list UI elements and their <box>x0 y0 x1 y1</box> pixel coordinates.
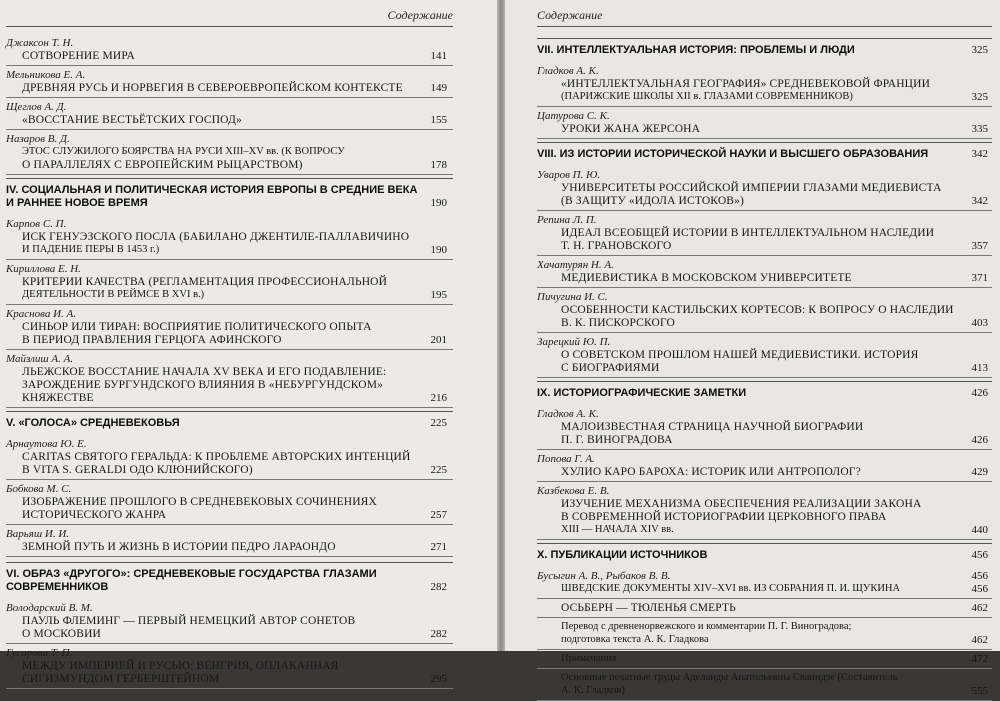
entry-page-number: 216 <box>430 392 447 404</box>
entry-authors: Володарский В. М. <box>6 602 93 614</box>
section-heading: И РАННЕЕ НОВОЕ ВРЕМЯ <box>6 197 148 209</box>
entry-page-number: 155 <box>430 114 447 126</box>
entry-divider <box>6 259 453 260</box>
entry-divider <box>6 479 453 480</box>
entry-page-number: 295 <box>430 673 447 685</box>
entry-page-number: 426 <box>971 434 988 446</box>
entry-page-number: 149 <box>430 82 447 94</box>
section-heading: VII. ИНТЕЛЛЕКТУАЛЬНАЯ ИСТОРИЯ: ПРОБЛЕМЫ И ЛЮДИ <box>537 44 855 56</box>
entry-divider <box>6 65 453 66</box>
section-divider <box>6 411 453 412</box>
entry-authors: Бусыгин А. В., Рыбаков В. В. <box>537 570 671 582</box>
entry-page-number: 462 <box>971 602 988 614</box>
section-page-number: 225 <box>430 417 447 429</box>
entry-authors: Арнаутова Ю. Е. <box>6 438 87 450</box>
section-heading: СОВРЕМЕННИКОВ <box>6 581 109 593</box>
entry-divider <box>537 332 992 333</box>
entry-title-line: Перевод с древненорвежского и комментарии П. Г. Виноградова; <box>561 621 852 632</box>
entry-divider <box>6 556 453 557</box>
entry-authors: Пичугина И. С. <box>537 291 608 303</box>
entry-title-line: В. К. ПИСКОРСКОГО <box>561 317 675 329</box>
entry-divider <box>537 539 992 540</box>
entry-authors: Репина Л. П. <box>537 214 597 226</box>
entry-page-number: 325 <box>971 91 988 103</box>
entry-page-number: 201 <box>430 334 447 346</box>
section-divider <box>537 38 992 39</box>
section-heading: VI. ОБРАЗ «ДРУГОГО»: СРЕДНЕВЕКОВЫЕ ГОСУДАРСТВА ГЛАЗАМИ <box>6 568 377 580</box>
entry-divider <box>6 97 453 98</box>
entry-authors: Уваров П. Ю. <box>537 169 601 181</box>
entry-title-line: ДЕЯТЕЛЬНОСТИ В РЕЙМСЕ В XVI в.) <box>22 289 205 300</box>
section-divider <box>537 142 992 143</box>
entry-divider <box>6 129 453 130</box>
section-divider <box>537 381 992 382</box>
entry-divider <box>537 210 992 211</box>
entry-authors: Назаров В. Д. <box>6 133 70 145</box>
entry-divider <box>537 617 992 618</box>
section-page-number: 190 <box>430 197 447 209</box>
section-heading: IV. СОЦИАЛЬНАЯ И ПОЛИТИЧЕСКАЯ ИСТОРИЯ ЕВРОПЫ В СРЕДНИЕ ВЕКА <box>6 184 418 196</box>
entry-title-line: О СОВЕТСКОМ ПРОШЛОМ НАШЕЙ МЕДИЕВИСТИКИ. ИСТОРИЯ <box>561 349 919 361</box>
entry-divider <box>537 449 992 450</box>
entry-title-line: ЗЕМНОЙ ПУТЬ И ЖИЗНЬ В ИСТОРИИ ПЕДРО ЛАРАОНДО <box>22 541 336 553</box>
entry-title-line: «ИНТЕЛЛЕКТУАЛЬНАЯ ГЕОГРАФИЯ» СРЕДНЕВЕКОВОЙ ФРАНЦИИ <box>561 78 931 90</box>
entry-title-line: ШВЕДСКИЕ ДОКУМЕНТЫ XIV–XVI вв. ИЗ СОБРАНИЯ П. И. ЩУКИНА <box>561 583 901 594</box>
entry-title-line: «ВОССТАНИЕ ВЕСТЬЁТСКИХ ГОСПОД» <box>22 114 242 126</box>
section-page-number: 342 <box>971 148 988 160</box>
section-heading: X. ПУБЛИКАЦИИ ИСТОЧНИКОВ <box>537 549 708 561</box>
book-gutter <box>497 0 505 651</box>
entry-page-number: 472 <box>971 653 988 665</box>
section-page-number: 456 <box>971 549 988 561</box>
entry-title-line: ОСОБЕННОСТИ КАСТИЛЬСКИХ КОРТЕСОВ: К ВОПРОСУ О НАСЛЕДИИ <box>561 304 954 316</box>
entry-authors: Бобкова М. С. <box>6 483 72 495</box>
entry-title-line: В VITA S. GERALDI ОДО КЛЮНИЙСКОГО) <box>22 464 253 476</box>
entry-author-page: 456 <box>971 570 988 582</box>
entry-title-line: ИСТОРИЧЕСКОГО ЖАНРА <box>22 509 167 521</box>
entry-title-line: КНЯЖЕСТВЕ <box>22 392 94 404</box>
entry-title-line: О МОСКОВИИ <box>22 628 101 640</box>
entry-title-line: СОТВОРЕНИЕ МИРА <box>22 50 135 62</box>
section-divider <box>6 178 453 179</box>
entry-divider <box>6 174 453 175</box>
entry-authors: Гладков А. К. <box>537 408 599 420</box>
entry-page-number: 440 <box>971 524 988 536</box>
entry-divider <box>6 643 453 644</box>
entry-title-line: ДРЕВНЯЯ РУСЬ И НОРВЕГИЯ В СЕВЕРОЕВРОПЕЙСКОМ КОНТЕКСТЕ <box>22 82 403 94</box>
entry-page-number: 357 <box>971 240 988 252</box>
entry-page-number: 456 <box>971 583 988 595</box>
entry-title-line: О ПАРАЛЛЕЛЯХ С ЕВРОПЕЙСКИМ РЫЦАРСТВОМ) <box>22 159 303 171</box>
entry-page-number: 141 <box>430 50 447 62</box>
entry-page-number: 403 <box>971 317 988 329</box>
entry-title-line: МЕЖДУ ИМПЕРИЕЙ И РУСЬЮ: ВЕНГРИЯ, ОПЛАКАННАЯ <box>22 660 339 672</box>
entry-authors: Гладков А. К. <box>537 65 599 77</box>
entry-page-number: 335 <box>971 123 988 135</box>
entry-authors: Карпов С. П. <box>6 218 67 230</box>
left-page <box>0 0 497 685</box>
entry-title-line: УНИВЕРСИТЕТЫ РОССИЙСКОЙ ИМПЕРИИ ГЛАЗАМИ МЕДИЕВИСТА <box>561 182 942 194</box>
entry-authors: Гусарова Т. П. <box>6 647 73 659</box>
section-page-number: 282 <box>430 581 447 593</box>
entry-page-number: 195 <box>430 289 447 301</box>
entry-title-line: МАЛОИЗВЕСТНАЯ СТРАНИЦА НАУЧНОЙ БИОГРАФИИ <box>561 421 864 433</box>
entry-page-number: 555 <box>971 685 988 697</box>
entry-divider <box>537 481 992 482</box>
section-page-number: 426 <box>971 387 988 399</box>
section-heading: VIII. ИЗ ИСТОРИИ ИСТОРИЧЕСКОЙ НАУКИ И ВЫСШЕГО ОБРАЗОВАНИЯ <box>537 148 929 160</box>
entry-divider <box>6 304 453 305</box>
entry-page-number: 257 <box>430 509 447 521</box>
running-head-right: Содержание <box>537 8 603 22</box>
entry-authors: Мельникова Е. А. <box>6 69 86 81</box>
entry-title-line: МЕДИЕВИСТИКА В МОСКОВСКОМ УНИВЕРСИТЕТЕ <box>561 272 852 284</box>
entry-authors: Кириллова Е. Н. <box>6 263 81 275</box>
entry-divider <box>537 668 992 669</box>
entry-title-line: УРОКИ ЖАНА ЖЕРСОНА <box>561 123 701 135</box>
entry-title-line: С БИОГРАФИЯМИ <box>561 362 660 374</box>
header-rule-right <box>537 26 992 27</box>
entry-title-line: ПАУЛЬ ФЛЕМИНГ — ПЕРВЫЙ НЕМЕЦКИЙ АВТОР СОНЕТОВ <box>22 615 356 627</box>
entry-authors: Варьяш И. И. <box>6 528 70 540</box>
entry-divider <box>6 524 453 525</box>
entry-authors: Попова Г. А. <box>537 453 595 465</box>
entry-authors: Майзлиш А. А. <box>6 353 74 365</box>
entry-title-line: Основные печатные труды Аделаиды Анатольевны Сванидзе (Составитель <box>561 672 898 683</box>
entry-page-number: 342 <box>971 195 988 207</box>
entry-divider <box>537 649 992 650</box>
entry-page-number: 282 <box>430 628 447 640</box>
entry-title-line: подготовка текста А. К. Гладкова <box>561 634 709 645</box>
entry-divider <box>537 138 992 139</box>
entry-title-line: ИСК ГЕНУЭЗСКОГО ПОСЛА (БАБИЛАНО ДЖЕНТИЛЕ-ПАЛЛАВИЧИНО <box>22 231 410 243</box>
entry-authors: Зарецкий Ю. П. <box>537 336 611 348</box>
entry-title-line: XIII — НАЧАЛА XIV вв. <box>561 524 674 535</box>
entry-title-line: СИГИЗМУНДОМ ГЕРБЕРШТЕЙНОМ <box>22 673 220 685</box>
entry-title-line: СИНЬОР ИЛИ ТИРАН: ВОСПРИЯТИЕ ПОЛИТИЧЕСКОГО ОПЫТА <box>22 321 372 333</box>
entry-title-line: В СОВРЕМЕННОЙ ИСТОРИОГРАФИИ ЦЕРКОВНОГО ПРАВА <box>561 511 887 523</box>
entry-divider <box>537 287 992 288</box>
entry-title-line: ХУЛИО КАРО БАРОХА: ИСТОРИК ИЛИ АНТРОПОЛОГ? <box>561 466 861 478</box>
entry-title-line: И ПАДЕНИЕ ПЕРЫ В 1453 г.) <box>22 244 160 255</box>
entry-page-number: 429 <box>971 466 988 478</box>
entry-page-number: 462 <box>971 634 988 646</box>
entry-divider <box>537 106 992 107</box>
entry-page-number: 371 <box>971 272 988 284</box>
running-head-left: Содержание <box>387 8 453 22</box>
section-page-number: 325 <box>971 44 988 56</box>
entry-divider <box>537 255 992 256</box>
entry-title-line: ЗАРОЖДЕНИЕ БУРГУНДСКОГО ВЛИЯНИЯ В «НЕБУРГУНДСКОМ» <box>22 379 384 391</box>
entry-title-line: Примечания <box>561 653 617 664</box>
entry-page-number: 190 <box>430 244 447 256</box>
entry-authors: Джаксон Т. Н. <box>6 37 74 49</box>
entry-title-line: Т. Н. ГРАНОВСКОГО <box>561 240 672 252</box>
section-divider <box>537 543 992 544</box>
section-divider <box>6 562 453 563</box>
entry-authors: Краснова И. А. <box>6 308 77 320</box>
entry-title-line: В ПЕРИОД ПРАВЛЕНИЯ ГЕРЦОГА АФИНСКОГО <box>22 334 282 346</box>
entry-page-number: 178 <box>430 159 447 171</box>
entry-divider <box>537 377 992 378</box>
entry-title-line: (В ЗАЩИТУ «ИДОЛА ИСТОКОВ») <box>561 195 744 207</box>
entry-title-line: ИДЕАЛ ВСЕОБЩЕЙ ИСТОРИИ В ИНТЕЛЛЕКТУАЛЬНОМ НАСЛЕДИИ <box>561 227 935 239</box>
section-heading: V. «ГОЛОСА» СРЕДНЕВЕКОВЬЯ <box>6 417 180 429</box>
entry-title-line: ЭТОС СЛУЖИЛОГО БОЯРСТВА НА РУСИ XIII–XV вв. (К ВОПРОСУ <box>22 146 345 157</box>
entry-page-number: 413 <box>971 362 988 374</box>
entry-authors: Хачатурян Н. А. <box>537 259 614 271</box>
entry-title-line: ОСЬБЕРН — ТЮЛЕНЬЯ СМЕРТЬ <box>561 602 736 614</box>
entry-title-line: ИЗОБРАЖЕНИЕ ПРОШЛОГО В СРЕДНЕВЕКОВЫХ СОЧИНЕНИЯХ <box>22 496 377 508</box>
entry-title-line: (ПАРИЖСКИЕ ШКОЛЫ XII в. ГЛАЗАМИ СОВРЕМЕННИКОВ) <box>561 91 853 102</box>
right-page <box>505 0 1000 697</box>
entry-title-line: ЛЬЕЖСКОЕ ВОССТАНИЕ НАЧАЛА XV ВЕКА И ЕГО ПОДАВЛЕНИЕ: <box>22 366 387 378</box>
entry-divider <box>6 349 453 350</box>
entry-authors: Цатурова С. К. <box>537 110 610 122</box>
entry-authors: Щеглов А. Д. <box>6 101 67 113</box>
entry-page-number: 225 <box>430 464 447 476</box>
entry-title-line: А. К. Гладков) <box>561 685 625 696</box>
entry-page-number: 271 <box>430 541 447 553</box>
entry-title-line: П. Г. ВИНОГРАДОВА <box>561 434 673 446</box>
entry-divider <box>6 688 453 689</box>
entry-title-line: КРИТЕРИИ КАЧЕСТВА (РЕГЛАМЕНТАЦИЯ ПРОФЕССИОНАЛЬНОЙ <box>22 276 388 288</box>
entry-authors: Казбекова Е. В. <box>537 485 610 497</box>
entry-title-line: CARITAS СВЯТОГО ГЕРАЛЬДА: К ПРОБЛЕМЕ АВТОРСКИХ ИНТЕНЦИЙ <box>22 451 411 463</box>
section-heading: IX. ИСТОРИОГРАФИЧЕСКИЕ ЗАМЕТКИ <box>537 387 747 399</box>
entry-divider <box>6 407 453 408</box>
header-rule-left <box>6 26 453 27</box>
entry-divider <box>537 598 992 599</box>
entry-title-line: ИЗУЧЕНИЕ МЕХАНИЗМА ОБЕСПЕЧЕНИЯ РЕАЛИЗАЦИИ ЗАКОНА <box>561 498 922 510</box>
